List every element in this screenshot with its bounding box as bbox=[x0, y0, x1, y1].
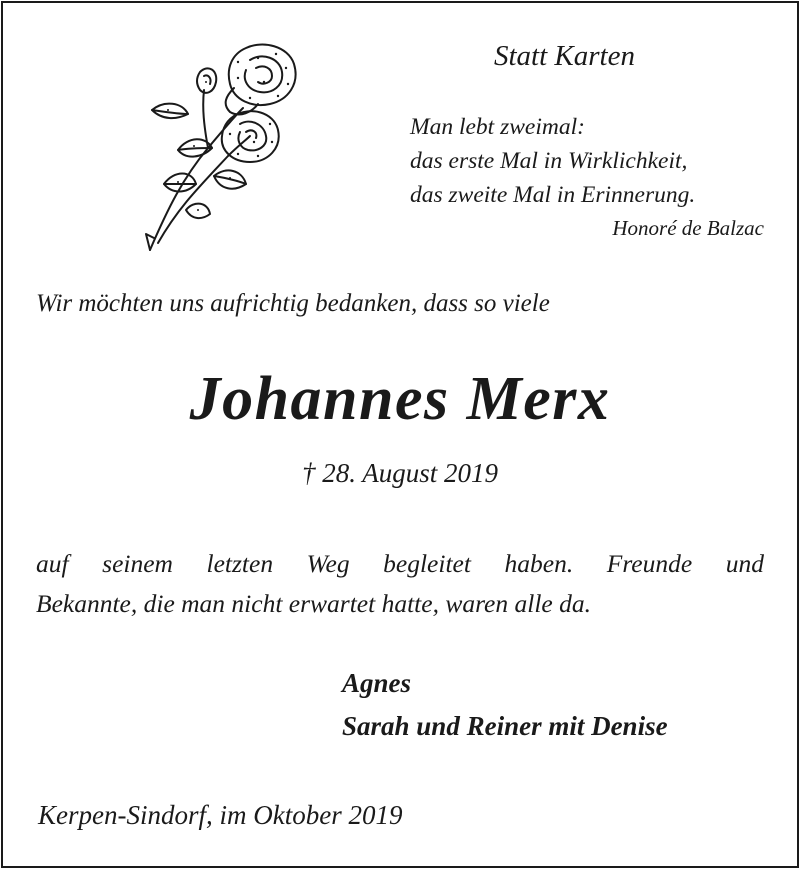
intro-text: Wir möchten uns aufrichtig bedanken, dass so viele bbox=[36, 290, 550, 317]
place-date: Kerpen-Sindorf, im Oktober 2019 bbox=[38, 800, 403, 830]
body-line: Bekannte, die man nicht erwartet hatte, waren alle da. bbox=[36, 589, 591, 618]
signer: Sarah und Reiner mit Denise bbox=[342, 711, 668, 741]
quote-line: Man lebt zweimal: bbox=[410, 114, 585, 140]
rose-icon bbox=[138, 38, 298, 254]
quote bbox=[410, 110, 695, 212]
quote-line: das erste Mal in Wirklichkeit, bbox=[410, 148, 688, 174]
body-text bbox=[36, 544, 764, 624]
statt-karten-label: Statt Karten bbox=[494, 40, 635, 72]
signers bbox=[342, 662, 668, 748]
signer: Agnes bbox=[342, 668, 412, 698]
death-date: † 28. August 2019 bbox=[301, 458, 498, 488]
quote-author: Honoré de Balzac bbox=[612, 216, 764, 240]
body-line: auf seinem letzten Weg begleitet haben. Freunde und bbox=[36, 549, 764, 578]
deceased-name: Johannes Merx bbox=[189, 365, 611, 433]
quote-line: das zweite Mal in Erinnerung. bbox=[410, 182, 696, 208]
